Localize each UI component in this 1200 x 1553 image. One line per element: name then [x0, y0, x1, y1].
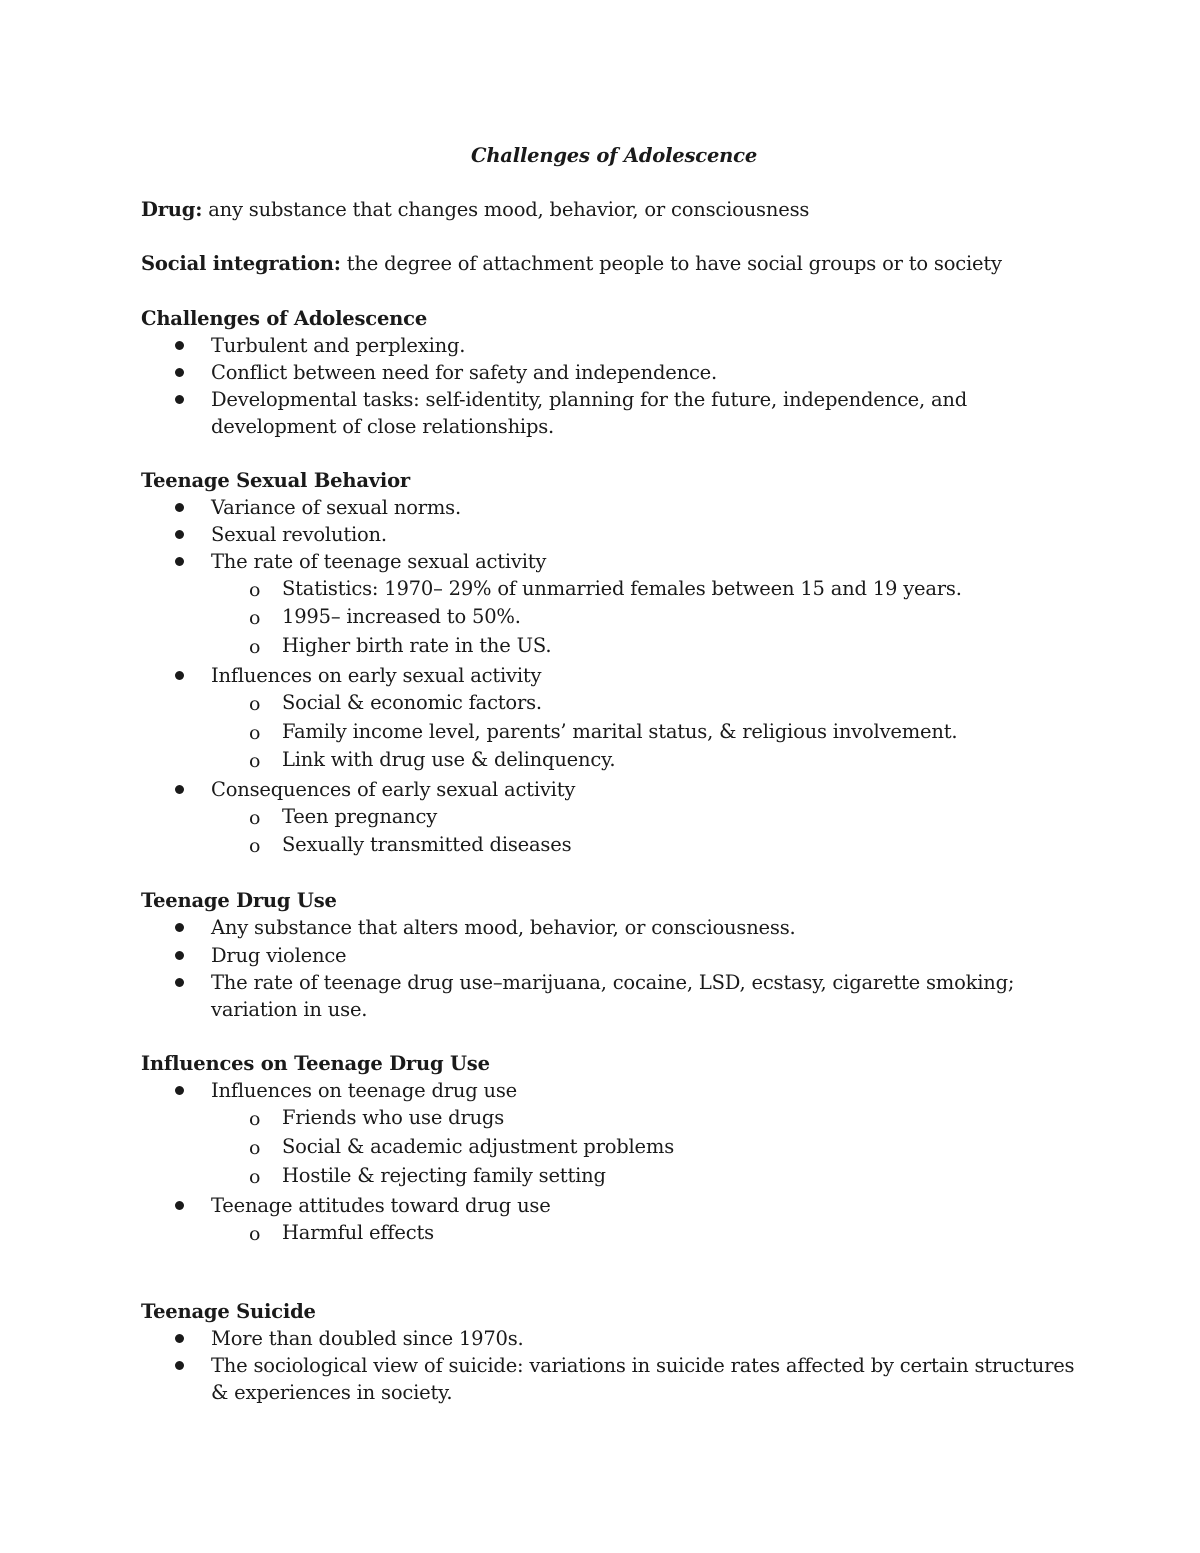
- list-item-continuation: variation in use.: [211, 998, 368, 1021]
- bullet-icon: [175, 923, 184, 932]
- bullet-icon: [175, 1361, 184, 1370]
- bullet-icon: [175, 557, 184, 566]
- sub-bullet-icon: o: [249, 579, 261, 601]
- sub-bullet-icon: o: [249, 1108, 261, 1130]
- bullet-icon: [175, 503, 184, 512]
- list-item: Variance of sexual norms.: [211, 496, 461, 519]
- bullet-icon: [175, 368, 184, 377]
- list-item: The sociological view of suicide: variations in suicide rates affected by certain structures: [211, 1354, 1075, 1377]
- sub-bullet-icon: o: [249, 835, 261, 857]
- definition-drug: [141, 198, 809, 222]
- definition-social-integration: [141, 252, 1002, 276]
- definition-term: Drug:: [141, 198, 203, 221]
- definition-text: any substance that changes mood, behavior, or consciousness: [208, 198, 810, 221]
- list-item: The rate of teenage sexual activity: [211, 550, 547, 573]
- list-item: Any substance that alters mood, behavior, or consciousness.: [211, 916, 796, 939]
- list-item: The rate of teenage drug use–marijuana, cocaine, LSD, ecstasy, cigarette smoking;: [211, 971, 1015, 994]
- bullet-icon: [175, 1086, 184, 1095]
- sub-list-item: Hostile & rejecting family setting: [282, 1164, 606, 1187]
- section-heading-influences: Influences on Teenage Drug Use: [141, 1052, 490, 1075]
- list-item: Sexual revolution.: [211, 523, 387, 546]
- bullet-icon: [175, 530, 184, 539]
- list-item: Conflict between need for safety and independence.: [211, 361, 717, 384]
- list-item-continuation: development of close relationships.: [211, 415, 555, 438]
- bullet-icon: [175, 1201, 184, 1210]
- sub-bullet-icon: o: [249, 722, 261, 744]
- sub-list-item: Teen pregnancy: [282, 805, 438, 828]
- list-item: More than doubled since 1970s.: [211, 1327, 524, 1350]
- list-item: Influences on teenage drug use: [211, 1079, 518, 1102]
- sub-list-item: 1995– increased to 50%.: [282, 605, 521, 628]
- list-item: Drug violence: [211, 944, 347, 967]
- bullet-icon: [175, 978, 184, 987]
- list-item: Consequences of early sexual activity: [211, 778, 576, 801]
- section-heading-challenges: Challenges of Adolescence: [141, 307, 428, 330]
- section-heading-sexual-behavior: Teenage Sexual Behavior: [141, 469, 410, 492]
- sub-list-item: Social & academic adjustment problems: [282, 1135, 674, 1158]
- sub-bullet-icon: o: [249, 1166, 261, 1188]
- sub-bullet-icon: o: [249, 750, 261, 772]
- list-item: Teenage attitudes toward drug use: [211, 1194, 551, 1217]
- page-title: Challenges of Adolescence: [471, 144, 758, 167]
- sub-bullet-icon: o: [249, 607, 261, 629]
- bullet-icon: [175, 1334, 184, 1343]
- definition-text: the degree of attachment people to have social groups or to society: [346, 252, 1002, 275]
- sub-list-item: Sexually transmitted diseases: [282, 833, 572, 856]
- section-heading-drug-use: Teenage Drug Use: [141, 889, 337, 912]
- bullet-icon: [175, 341, 184, 350]
- list-item: Developmental tasks: self-identity, planning for the future, independence, and: [211, 388, 968, 411]
- definition-term: Social integration:: [141, 252, 341, 275]
- sub-bullet-icon: o: [249, 1137, 261, 1159]
- sub-bullet-icon: o: [249, 636, 261, 658]
- bullet-icon: [175, 395, 184, 404]
- list-item: Turbulent and perplexing.: [211, 334, 466, 357]
- sub-bullet-icon: o: [249, 693, 261, 715]
- sub-bullet-icon: o: [249, 807, 261, 829]
- sub-list-item: Harmful effects: [282, 1221, 434, 1244]
- bullet-icon: [175, 671, 184, 680]
- sub-list-item: Family income level, parents’ marital status, & religious involvement.: [282, 720, 958, 743]
- sub-list-item: Higher birth rate in the US.: [282, 634, 552, 657]
- sub-list-item: Friends who use drugs: [282, 1106, 505, 1129]
- sub-bullet-icon: o: [249, 1223, 261, 1245]
- list-item: Influences on early sexual activity: [211, 664, 542, 687]
- bullet-icon: [175, 951, 184, 960]
- sub-list-item: Statistics: 1970– 29% of unmarried females between 15 and 19 years.: [282, 577, 962, 600]
- sub-list-item: Social & economic factors.: [282, 691, 542, 714]
- list-item-continuation: & experiences in society.: [211, 1381, 453, 1404]
- sub-list-item: Link with drug use & delinquency.: [282, 748, 616, 771]
- section-heading-suicide: Teenage Suicide: [141, 1300, 316, 1323]
- bullet-icon: [175, 785, 184, 794]
